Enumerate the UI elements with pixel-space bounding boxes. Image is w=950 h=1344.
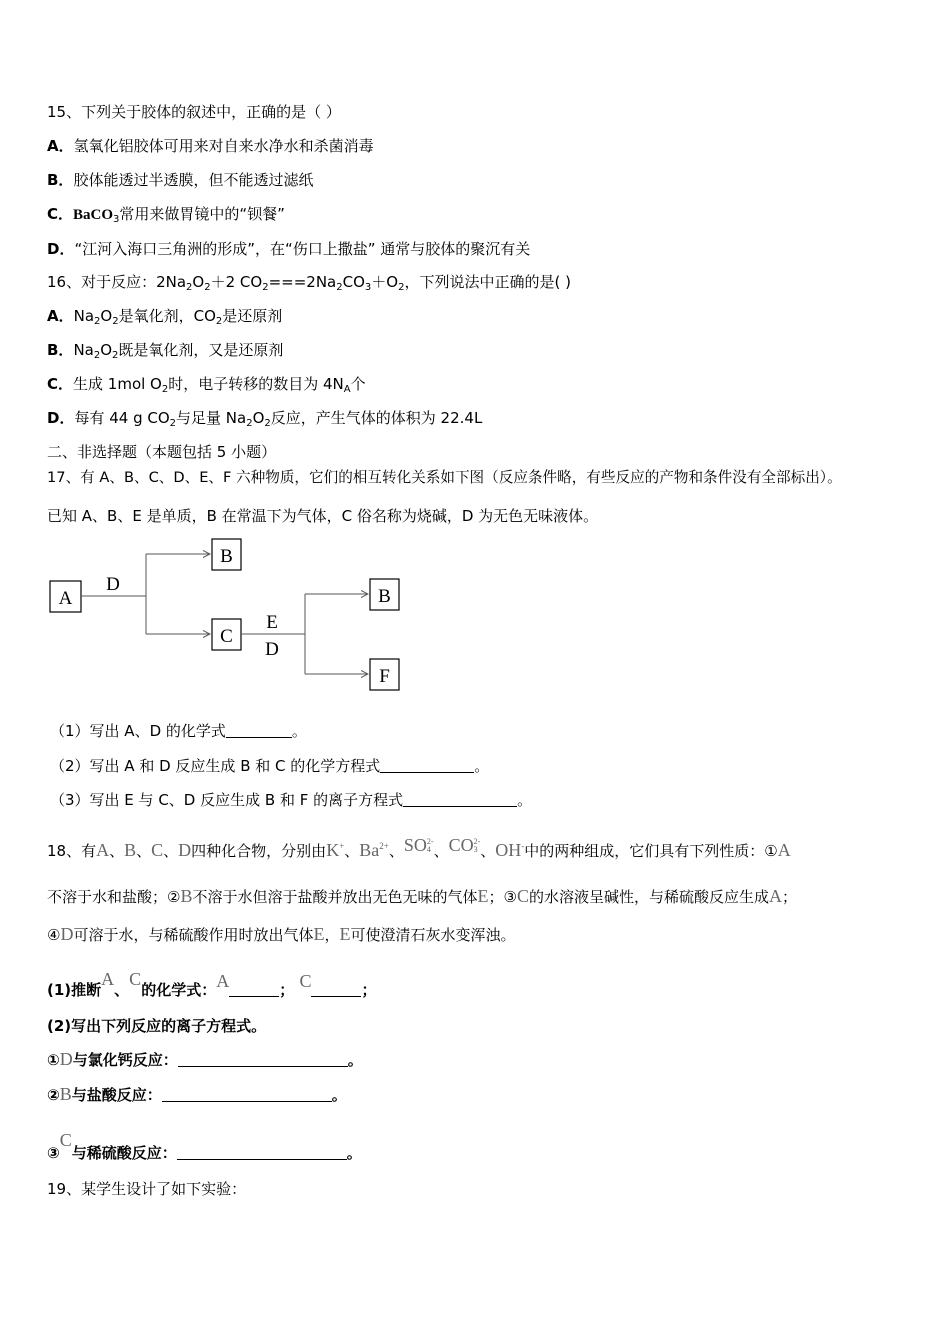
q16-option-a: A．$Na_2O_2$是氧化剂，$CO_2$是还原剂: [47, 307, 283, 327]
q17-reaction-diagram: [40, 530, 420, 700]
arrow-label-d2: D: [265, 639, 279, 660]
q18-reaction-3: ③C与稀硫酸反应： 。: [47, 1130, 362, 1162]
q18-part1: (1)推断A、C的化学式：A ； C ；: [47, 969, 377, 999]
q15-option-d: D．“江河入海口三角洲的形成”，在“伤口上撒盐” 通常与胶体的聚沉有关: [47, 240, 531, 258]
q16-option-d: D．每有 44 g $CO_2$与足量 $Na_2O_2$反应，产生气体的体积为 22.4L: [47, 409, 483, 429]
q17-stem-line1: 17、有 A、B、C、D、E、F 六种物质，它们的相互转化关系如下图（反应条件略，有些反应的产物和条件没有全部标出）。: [47, 469, 842, 486]
q17-part2: （2）写出 A 和 D 反应生成 B 和 C 的化学方程式 。: [50, 757, 490, 775]
q17-part1: （1）写出 A、D 的化学式 。: [50, 722, 307, 740]
q15-stem: 15、下列关于胶体的叙述中，正确的是（ ）: [47, 103, 341, 121]
q16-stem: 16、对于反应：$2Na_2O_2+2$ $CO_2===2Na_2CO_3+O_2$，下列说法中正确的是( ): [47, 273, 571, 293]
answer-blank[interactable]: [226, 723, 292, 738]
box-b-right-label: B: [378, 586, 391, 607]
arrow-label-d: D: [106, 574, 120, 595]
q18-line3: ④D可溶于水，与稀硫酸作用时放出气体E，E可使澄清石灰水变浑浊。: [47, 924, 516, 944]
box-f-label: F: [379, 666, 390, 687]
q15-option-b: B．胶体能透过半透膜，但不能透过滤纸: [47, 171, 314, 189]
q18-stem: 18、有A、B、C、D四种化合物，分别由K+、$Ba^{2+}$、SO2- 4 、CO2- 3 、OH-中的两种组成，它们具有下列性质：①A: [47, 835, 791, 860]
answer-blank[interactable]: [178, 1052, 348, 1067]
q16-option-b: B．$Na_2O_2$既是氧化剂，又是还原剂: [47, 341, 284, 361]
q15-option-a: A．氢氧化铝胶体可用来对自来水净水和杀菌消毒: [47, 137, 374, 155]
answer-blank[interactable]: [229, 982, 279, 997]
answer-blank[interactable]: [311, 982, 361, 997]
q16-option-c: C．生成 1mol $O_2$时，电子转移的数目为 $4N_A$个: [47, 375, 366, 395]
q18-reaction-1: ①D与氯化钙反应： 。: [47, 1049, 363, 1069]
section-heading: 二、非选择题（本题包括 5 小题）: [47, 443, 277, 461]
q18-line2: 不溶于水和盐酸；②B不溶于水但溶于盐酸并放出无色无味的气体E；③C的水溶液呈碱性，与稀硫酸反应生成A；: [47, 886, 797, 906]
answer-blank[interactable]: [380, 758, 474, 773]
q19-stem: 19、某学生设计了如下实验：: [47, 1180, 247, 1198]
q17-part3: （3）写出 E 与 C、D 反应生成 B 和 F 的离子方程式 。: [50, 791, 533, 809]
q18-part2: (2)写出下列反应的离子方程式。: [47, 1017, 267, 1035]
box-a-label: A: [58, 588, 73, 609]
q18-reaction-2: ②B与盐酸反应： 。: [47, 1084, 347, 1104]
answer-blank[interactable]: [177, 1145, 347, 1160]
box-b-top-label: B: [220, 546, 233, 567]
q17-stem-line2: 已知 A、B、E 是单质，B 在常温下为气体，C 俗名称为烧碱，D 为无色无味液体。: [47, 507, 599, 525]
box-c-label: C: [220, 626, 233, 647]
answer-blank[interactable]: [162, 1087, 332, 1102]
answer-blank[interactable]: [403, 792, 517, 807]
arrow-label-e: E: [266, 612, 278, 633]
q15-option-c: C．BaCO$_3$常用来做胃镜中的“钡餐”: [47, 205, 285, 225]
